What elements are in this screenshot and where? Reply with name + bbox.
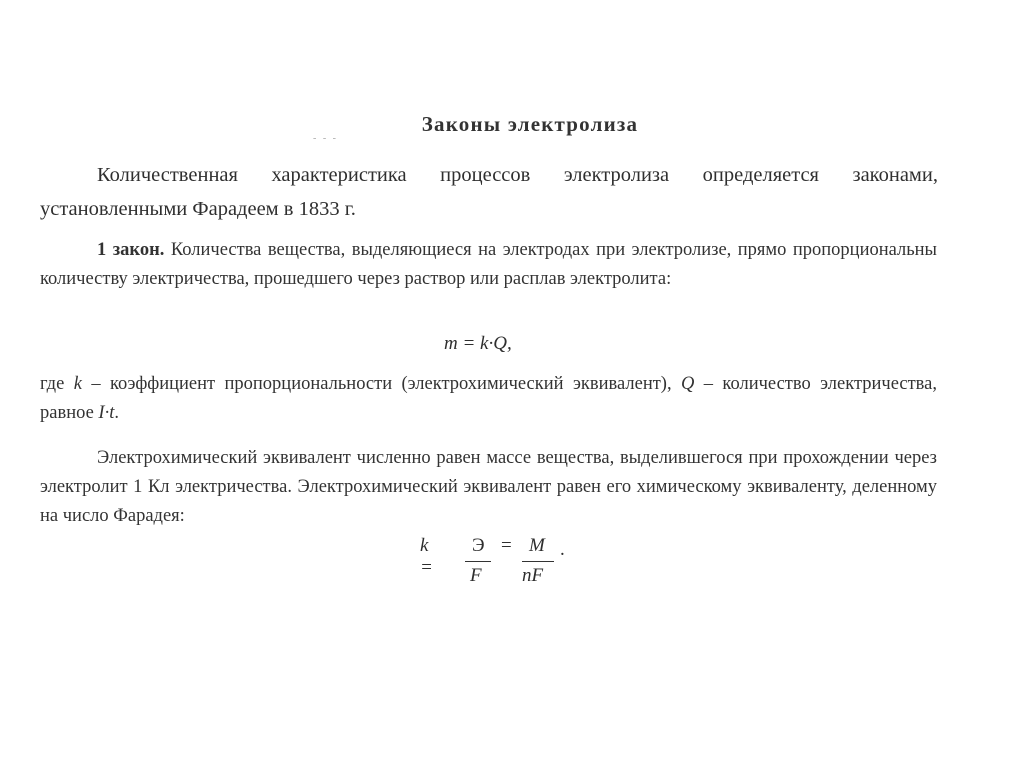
fraction-num-2: M [529, 535, 545, 556]
formula-m-kq: m = k·Q, [444, 333, 512, 354]
fraction-den-2: nF [522, 565, 544, 586]
fraction-num-1: Э [472, 535, 485, 556]
fraction-den-1: F [470, 565, 482, 586]
intro-paragraph: Количественная характеристика процессов электролиза определяется законами, установленными Фарадеем в 1833 г. [40, 164, 938, 220]
formula-explanation [40, 370, 937, 428]
where-text-1: где [40, 374, 74, 394]
where-text-3: – количество электричества, равное [40, 374, 938, 423]
law-text: Количества вещества, выделяющиеся на электродах при электролизе, прямо пропорциональны количеству электричества, прошедшего через раствор или расплав электролита: [40, 240, 937, 289]
fraction-eq: = [501, 535, 512, 556]
fraction-bar-1 [465, 561, 491, 562]
fraction-bar-2 [522, 561, 554, 562]
electrochemical-equivalent-paragraph: Электрохимический эквивалент численно равен массе вещества, выделившегося при прохождении через электролит 1 Кл электричества. Электрохимический эквивалент равен его химическому эквиваленту, деленному на число Фарадея: [40, 448, 937, 526]
law-label: 1 закон. [97, 240, 165, 260]
scan-mark: - - - [313, 133, 338, 144]
fraction-lhs: k = [420, 535, 433, 578]
where-text-4: . [114, 403, 119, 423]
where-text-2: – коэффициент пропорциональности (электрохимический эквивалент), [81, 374, 681, 394]
var-it: I·t [98, 403, 115, 423]
first-law-paragraph [40, 236, 937, 294]
page-title: Законы электролиза [421, 112, 639, 136]
var-q: Q [681, 374, 695, 394]
var-k: k [73, 374, 82, 394]
fraction-end: . [560, 539, 565, 560]
